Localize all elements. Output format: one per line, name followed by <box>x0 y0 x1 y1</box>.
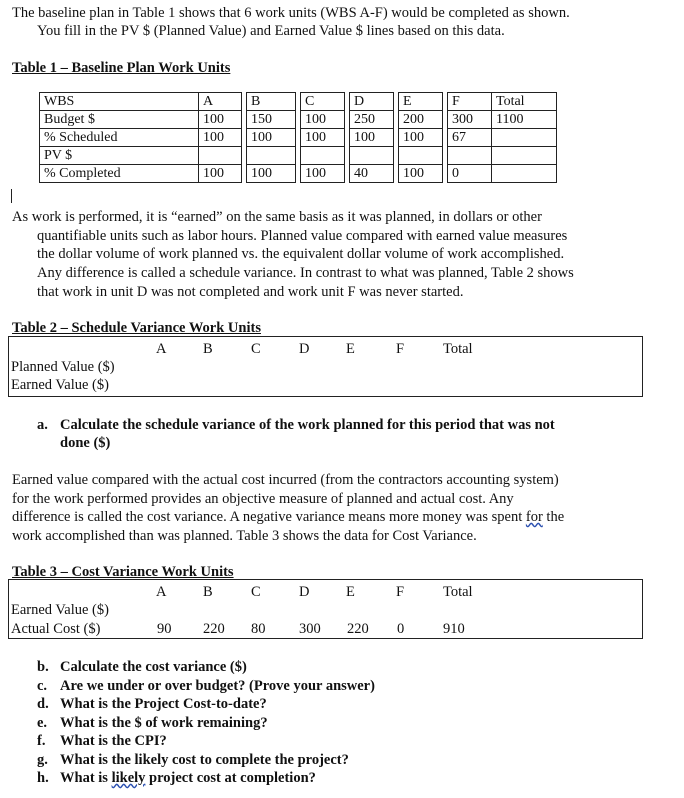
table3-col-b: B <box>203 584 213 600</box>
para3-line-1: Earned value compared with the actual cost incurred (from the contractors accounting system) <box>12 472 559 488</box>
table-row <box>40 165 557 183</box>
table-cell <box>448 147 492 165</box>
table-cell: 100 <box>301 111 345 129</box>
question-a-line-1: Calculate the schedule variance of the work planned for this period that was not <box>60 417 555 433</box>
table-cell: WBS <box>40 93 199 111</box>
table-cell: PV $ <box>40 147 199 165</box>
table-cell: C <box>301 93 345 111</box>
table-cell: E <box>399 93 443 111</box>
table-cell: 150 <box>247 111 296 129</box>
table-cell: B <box>247 93 296 111</box>
question-e-label: e. <box>37 715 48 731</box>
question-a-line-2: done ($) <box>60 435 111 451</box>
table2-row-planned: Planned Value ($) <box>11 359 115 375</box>
table-cell: F <box>448 93 492 111</box>
question-b-text: Calculate the cost variance ($) <box>60 659 247 675</box>
table-cell <box>492 165 557 183</box>
table-cell: 100 <box>301 165 345 183</box>
table3-col-e: E <box>346 584 355 600</box>
table-cell: % Scheduled <box>40 129 199 147</box>
table3-col-a: A <box>156 584 167 600</box>
actual-cost-c: 80 <box>251 621 266 637</box>
table-cell: Budget $ <box>40 111 199 129</box>
table-cell: D <box>350 93 394 111</box>
table3-row-actual: Actual Cost ($) <box>11 621 101 637</box>
table3-col-c: C <box>251 584 261 600</box>
table3-col-total: Total <box>443 584 473 600</box>
table2-col-a: A <box>156 341 167 357</box>
table2-col-e: E <box>346 341 355 357</box>
table-row <box>40 147 557 165</box>
table-cell: A <box>199 93 242 111</box>
question-d-label: d. <box>37 696 49 712</box>
question-c-text: Are we under or over budget? (Prove your answer) <box>60 678 375 694</box>
table2-col-c: C <box>251 341 261 357</box>
question-h-text: What is likely project cost at completion? <box>60 770 316 786</box>
table2-col-f: F <box>396 341 405 357</box>
table-cell: 100 <box>199 129 242 147</box>
table-cell: 67 <box>448 129 492 147</box>
table2-col-total: Total <box>443 341 473 357</box>
table2-row-earned: Earned Value ($) <box>11 377 109 393</box>
table-row <box>40 129 557 147</box>
para2-line-5: that work in unit D was not completed and work unit F was never started. <box>37 284 464 300</box>
para2-line-2: quantifiable units such as labor hours. Planned value compared with earned value measures <box>37 228 568 244</box>
table3-row-earned: Earned Value ($) <box>11 602 109 618</box>
table-cell: 40 <box>350 165 394 183</box>
table-cell <box>350 147 394 165</box>
text-cursor <box>11 189 12 203</box>
table2-col-b: B <box>203 341 213 357</box>
intro-line-1: The baseline plan in Table 1 shows that 6 work units (WBS A-F) would be completed as shown. <box>12 5 570 21</box>
table-cell: 100 <box>247 165 296 183</box>
para2-line-4: Any difference is called a schedule variance. In contrast to what was planned, Table 2 shows <box>37 265 574 281</box>
table-cell <box>301 147 345 165</box>
table-cell <box>492 129 557 147</box>
para2-line-1: As work is performed, it is “earned” on the same basis as it was planned, in dollars or other <box>12 209 542 225</box>
actual-cost-d: 300 <box>299 621 321 637</box>
table-row <box>40 111 557 129</box>
para3-line-4: work accomplished than was planned. Table 3 shows the data for Cost Variance. <box>12 528 477 544</box>
table-cell: 100 <box>350 129 394 147</box>
para2-line-3: the dollar volume of work planned vs. the equivalent dollar volume of work accomplished. <box>37 246 565 262</box>
intro-line-2: You fill in the PV $ (Planned Value) and Earned Value $ lines based on this data. <box>37 23 505 39</box>
table-cell <box>492 147 557 165</box>
question-f-label: f. <box>37 733 46 749</box>
table-cell: 100 <box>399 129 443 147</box>
table-cell: 0 <box>448 165 492 183</box>
table-cell: 300 <box>448 111 492 129</box>
table3-title: Table 3 – Cost Variance Work Units <box>12 564 234 580</box>
table3-col-f: F <box>396 584 405 600</box>
table-cell: % Completed <box>40 165 199 183</box>
question-c-label: c. <box>37 678 48 694</box>
table-cell: 250 <box>350 111 394 129</box>
table3-col-d: D <box>299 584 310 600</box>
actual-cost-f: 0 <box>397 621 405 637</box>
table1-title: Table 1 – Baseline Plan Work Units <box>12 60 231 76</box>
para3-line-2: for the work performed provides an objective measure of planned and actual cost. Any <box>12 491 514 507</box>
spellcheck-word-for: for <box>525 509 543 525</box>
actual-cost-a: 90 <box>157 621 172 637</box>
question-f-text: What is the CPI? <box>60 733 167 749</box>
baseline-plan-table <box>39 92 557 183</box>
question-e-text: What is the $ of work remaining? <box>60 715 268 731</box>
table-cell: 100 <box>301 129 345 147</box>
table-cell: 100 <box>399 165 443 183</box>
table-cell: Total <box>492 93 557 111</box>
question-g-text: What is the likely cost to complete the project? <box>60 752 349 768</box>
table2-col-d: D <box>299 341 310 357</box>
question-g-label: g. <box>37 752 48 768</box>
actual-cost-e: 220 <box>347 621 369 637</box>
table-row <box>40 93 557 111</box>
table-cell: 100 <box>199 111 242 129</box>
table-cell: 200 <box>399 111 443 129</box>
table-cell: 100 <box>247 129 296 147</box>
question-d-text: What is the Project Cost-to-date? <box>60 696 267 712</box>
table-cell: 1100 <box>492 111 557 129</box>
question-h-label: h. <box>37 770 49 786</box>
table-cell: 100 <box>199 165 242 183</box>
spellcheck-word-likely: likely <box>111 770 146 786</box>
table-cell <box>399 147 443 165</box>
para3-line-3: difference is called the cost variance. A negative variance means more money was spent for the <box>12 509 565 525</box>
question-b-label: b. <box>37 659 49 675</box>
table-cell <box>247 147 296 165</box>
question-a-label: a. <box>37 417 48 433</box>
table-cell <box>199 147 242 165</box>
table2-title: Table 2 – Schedule Variance Work Units <box>12 320 261 336</box>
actual-cost-total: 910 <box>443 621 465 637</box>
actual-cost-b: 220 <box>203 621 225 637</box>
